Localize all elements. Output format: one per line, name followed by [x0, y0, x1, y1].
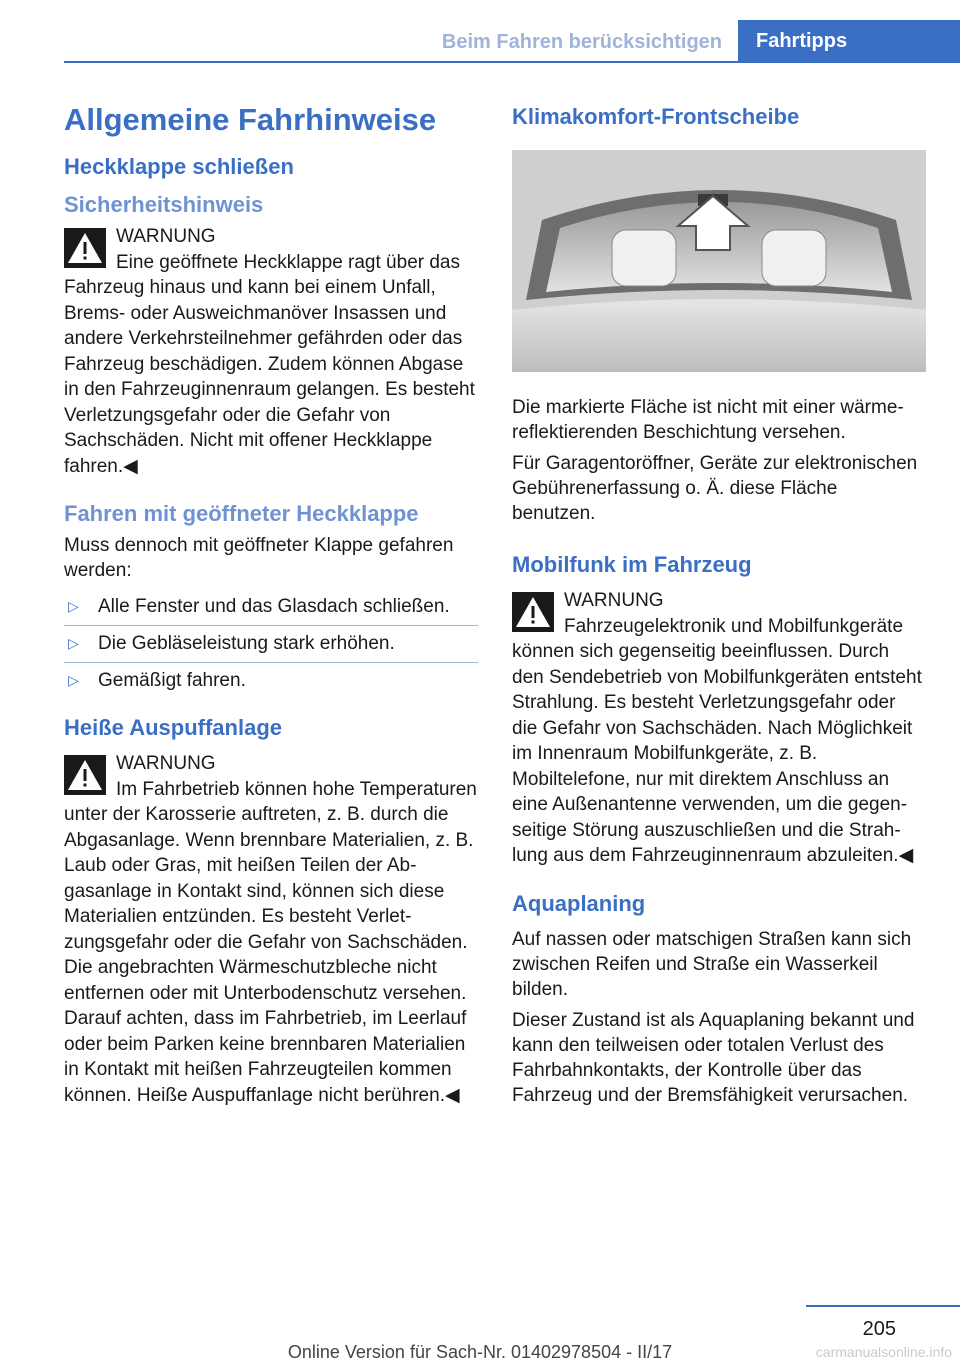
header-rule [64, 61, 960, 63]
heading-open-tailgate: Fahren mit geöffneter Heckklappe [64, 501, 419, 526]
open-tailgate-intro: Muss dennoch mit geöffneter Klappe gefahren werden: [64, 535, 454, 581]
warning-triangle-icon [64, 755, 106, 795]
warning-label: WARNUNG [116, 226, 216, 247]
header-section-title: Beim Fahren berücksichtigen [441, 31, 722, 53]
triangle-bullet-icon: ▷ [68, 598, 79, 614]
page-header [0, 0, 960, 62]
heading-tailgate: Heckklappe schließen [64, 154, 294, 179]
windshield-text-2: Für Garagentoröffner, Geräte zur elektronischen Gebührenerfassung o. Ä. diese Fläche benutzen. [512, 453, 918, 524]
list-item: ▷ Die Gebläseleistung stark erhöhen. [64, 626, 478, 663]
footer-rule [806, 1305, 960, 1307]
aquaplaning-text-1: Auf nassen oder matschigen Straßen kann sich zwischen Reifen und Straße ein Wasserkeil bilden. [512, 928, 912, 1000]
header-chapter-tab: Fahrtipps [738, 20, 960, 62]
left-column [64, 98, 478, 1128]
page-title: Allgemeine Fahrhinweise [64, 102, 437, 137]
heading-mobile: Mobilfunk im Fahrzeug [512, 552, 752, 577]
warning-triangle-icon [512, 592, 554, 632]
warning-label: WARNUNG [564, 590, 664, 611]
triangle-bullet-icon: ▷ [68, 672, 79, 688]
warning-mobile [512, 588, 926, 869]
heading-safety-note: Sicherheitshinweis [64, 192, 264, 217]
heading-exhaust: Heiße Auspuffanlage [64, 715, 282, 740]
watermark: carmanualsonline.info [815, 1344, 952, 1360]
page-number: 205 [862, 1318, 896, 1340]
triangle-bullet-icon: ▷ [68, 635, 79, 651]
heading-windshield: Klimakomfort-Frontscheibe [512, 104, 800, 129]
open-tailgate-list [64, 589, 478, 699]
warning-text: Eine geöffnete Heckklappe ragt über das Fahrzeug hinaus und kann bei einem Unfall, Brems- oder Ausweichmanöver Insassen und andere Verkehrsteilnehmer gefährden oder das Fahrzeug beschädigen. Zudem können Abgase in den Fahrzeuginnenraum gelangen. Es besteht Verletzungsgefahr oder die Gefahr von Sachschäden. Nicht mit offener Heckklappe fahren.◀ [64, 251, 475, 477]
warning-exhaust [64, 751, 478, 1108]
warning-label: WARNUNG [116, 753, 216, 774]
warning-text: Fahrzeugelektronik und Mobilfunkgeräte können sich gegenseitig beeinflussen. Durch den Sendebetrieb von Mobilfunkgeräten entsteht Strahlung. Es besteht Verletzungsgefahr oder die Gefahr von Sachschäden. Nach Möglichkeit im Innenraum Mobilfunkgeräte, z. B. Mobiltelefone, nur mit direktem Anschluss an eine Außenantenne verwenden, um die gegenseitige Störung auszuschließen und die Strahlung aus dem Fahrzeuginnenraum abzuleiten.◀ [512, 615, 922, 866]
spacer [512, 532, 926, 550]
list-item: ▷ Gemäßigt fahren. [68, 670, 246, 691]
heading-aquaplaning: Aquaplaning [512, 890, 646, 916]
online-version-note: Online Version für Sach-Nr. 01402978504 - II/17 [287, 1342, 673, 1362]
warning-triangle-icon [64, 228, 106, 268]
windshield-illustration [512, 150, 926, 372]
right-column [512, 98, 926, 1114]
aquaplaning-text-2: Dieser Zustand ist als Aquaplaning bekannt und kann den teilweisen oder totalen Verlust des Fahrbahnkontakts, der Kontrolle über das Fahrzeug und der Bremsfähigkeit verursachen. [512, 1009, 915, 1106]
list-item: ▷ Alle Fenster und das Glasdach schließen. [64, 589, 478, 626]
windshield-text-1: Die markierte Fläche ist nicht mit einer wärmereflektierenden Beschichtung versehen. [512, 397, 904, 443]
warning-text: Im Fahrbetrieb können hohe Temperaturen unter der Karosserie auftreten, z. B. durch die Abgasanlage. Wenn brennbare Materialien, z. B. Laub oder Gras, mit heißen Teilen der Abgasanlage in Kontakt sind, können sich diese Materialien entzünden. Es besteht Verletzungsgefahr oder die Gefahr von Sachschäden. Die angebrachten Wärmeschutzbleche nicht entfernen oder mit Unterbodenschutz versehen. Darauf achten, dass im Fahrbetrieb, im Leerlauf oder beim Parken keine brennbaren Materialien in Kontakt mit heißen Fahrzeugteilen kommen können. Heiße Auspuffanlage nicht berühren.◀ [64, 778, 477, 1106]
warning-tailgate [64, 224, 478, 479]
